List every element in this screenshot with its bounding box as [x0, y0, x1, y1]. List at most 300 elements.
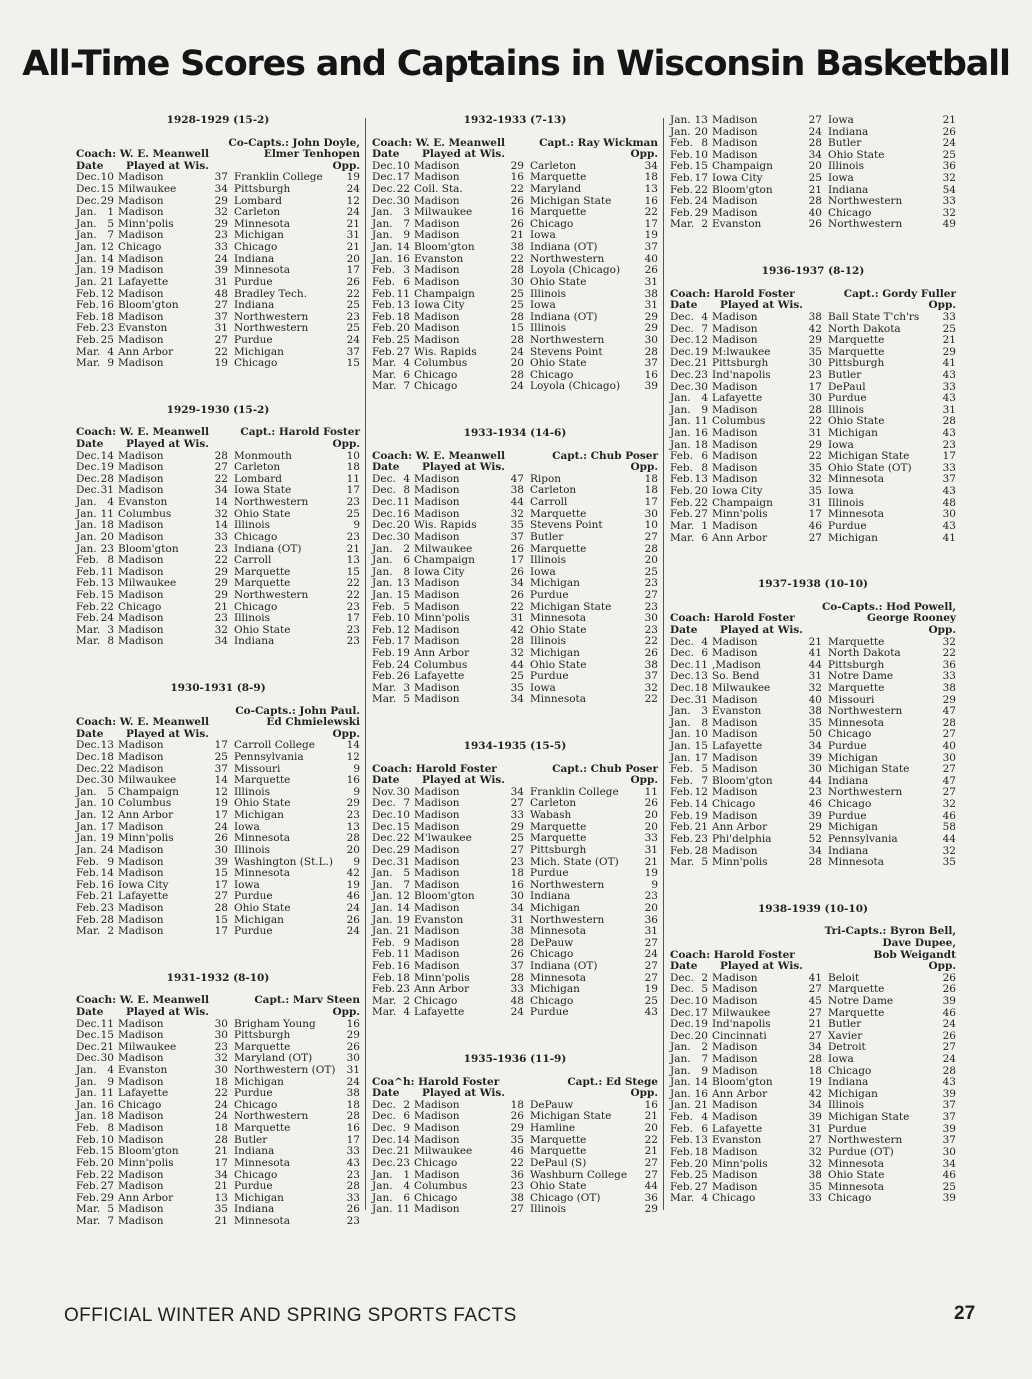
wisconsin-score: 39: [214, 855, 228, 868]
opponent: Ohio State (OT): [828, 461, 912, 474]
game-place: Chicago: [414, 1191, 458, 1204]
opponent: Indiana (OT): [234, 542, 302, 555]
season-heading: 1937-1938 (10-10): [758, 578, 868, 591]
game-day: 27: [694, 1180, 708, 1193]
opponent: Pennsylvania: [234, 751, 304, 764]
opponent: Chicago: [234, 530, 278, 543]
opponent: Michigan: [530, 983, 580, 996]
opponent: Purdue: [828, 519, 867, 532]
game-month: Dec.: [372, 1110, 396, 1123]
opponent: Pittsburgh: [828, 658, 885, 671]
game-day: 23: [694, 832, 708, 845]
opponent-score: 22: [644, 693, 658, 706]
game-row: [670, 115, 956, 127]
game-row: [670, 1193, 956, 1205]
opponent: Purdue: [234, 925, 273, 938]
game-place: Milwaukee: [414, 206, 473, 219]
wisconsin-score: 26: [510, 1110, 524, 1123]
opponent-score: 12: [346, 194, 360, 207]
season-heading: 1931-1932 (8-10): [166, 971, 270, 984]
wisconsin-score: 52: [808, 832, 822, 845]
header-played-at-label: Played at: [126, 438, 181, 451]
game-day: 30: [396, 530, 410, 543]
wisconsin-score: 31: [808, 427, 822, 440]
coach-name: Coach: Harold Foster: [670, 948, 795, 961]
game-day: 7: [403, 878, 410, 891]
opponent-score: 17: [346, 612, 360, 625]
opponent-score: 26: [942, 971, 956, 984]
game-row: [372, 1181, 658, 1193]
game-place: Madison: [712, 751, 758, 764]
header-wis-label: Wis.: [183, 1006, 209, 1018]
game-day: 19: [100, 832, 114, 845]
game-day: 12: [100, 287, 114, 300]
game-month: Feb.: [372, 948, 395, 961]
game-day: 4: [701, 392, 708, 405]
game-place: Minn'polis: [414, 612, 470, 625]
opponent: Illinois: [828, 160, 865, 173]
game-place: Ind'napolis: [712, 368, 771, 381]
game-place: Milwaukee: [414, 1145, 473, 1158]
wisconsin-score: 22: [510, 1156, 524, 1169]
season-block: [670, 266, 956, 544]
wisconsin-score: 28: [214, 449, 228, 462]
game-place: Ann Arbor: [414, 646, 470, 659]
opponent-score: 26: [942, 983, 956, 996]
game-month: Feb.: [670, 1111, 693, 1124]
coach-line: [76, 427, 360, 439]
header-opp: Opp.: [332, 159, 360, 172]
coach-name: Coach: W. E. Meanwell: [372, 136, 505, 149]
game-place: Madison: [118, 357, 164, 370]
game-month: Dec.: [670, 658, 694, 671]
opponent: Marquette: [530, 507, 587, 520]
wisconsin-score: 34: [510, 693, 524, 706]
wisconsin-score: 23: [214, 542, 228, 555]
opponent-score: 37: [942, 1099, 956, 1112]
game-month: Jan.: [372, 542, 393, 555]
game-month: Jan.: [76, 542, 97, 555]
game-place: Madison: [712, 310, 758, 323]
game-day: 24: [100, 612, 114, 625]
wisconsin-score: 25: [510, 299, 524, 312]
game-day: 14: [100, 449, 114, 462]
opponent-score: 25: [942, 1180, 956, 1193]
game-day: 16: [100, 1098, 114, 1111]
opponent-score: 23: [346, 623, 360, 636]
opponent: Ohio State: [234, 623, 291, 636]
opponent: Pennsylvania: [828, 832, 898, 845]
opponent-score: 19: [346, 171, 360, 184]
game-day: 7: [701, 322, 708, 335]
game-day: 15: [694, 740, 708, 753]
game-place: Lafayette: [118, 1087, 169, 1100]
game-place: Evanston: [414, 252, 464, 265]
game-day: 19: [100, 264, 114, 277]
game-place: Madison: [414, 507, 460, 520]
opponent-score: 9: [353, 519, 360, 532]
season-heading: 1938-1939 (10-10): [758, 902, 868, 915]
opponent-score: 32: [942, 172, 956, 185]
game-month: Dec.: [670, 1029, 694, 1042]
game-row: [76, 555, 360, 567]
wisconsin-score: 20: [510, 357, 524, 370]
captains-line: Co-Capts.: John Doyle,: [228, 136, 360, 149]
opponent-score: 23: [346, 1214, 360, 1227]
opponent-score: 26: [644, 264, 658, 277]
opponent-score: 30: [644, 612, 658, 625]
game-day: 22: [694, 183, 708, 196]
game-month: Feb.: [372, 612, 395, 625]
game-place: Milwaukee: [118, 183, 177, 196]
game-month: Feb.: [670, 137, 693, 150]
game-place: Evanston: [118, 496, 168, 509]
game-day: 11: [694, 658, 708, 671]
game-day: 24: [100, 843, 114, 856]
opponent: Purdue (OT): [828, 1145, 894, 1158]
opponent: Northwestern: [234, 310, 309, 323]
opponent-score: 34: [644, 159, 658, 172]
wisconsin-score: 34: [510, 901, 524, 914]
game-day: 25: [694, 1169, 708, 1182]
game-month: Feb.: [670, 1145, 693, 1158]
header-wis-label: Wis.: [479, 461, 505, 474]
opponent: Chicago: [530, 994, 574, 1007]
opponent-score: 32: [942, 206, 956, 219]
game-day: 17: [694, 1006, 708, 1019]
game-place: Madison: [712, 971, 758, 984]
header-date: Date: [670, 960, 698, 973]
opponent: Missouri: [828, 693, 875, 706]
game-row: [372, 300, 658, 312]
opponent: Chicago: [234, 600, 278, 613]
game-month: Dec.: [670, 1006, 694, 1019]
wisconsin-score: 29: [510, 1122, 524, 1135]
game-day: 16: [694, 1087, 708, 1100]
game-row: [670, 173, 956, 185]
game-month: Feb.: [372, 287, 395, 300]
game-month: Jan.: [76, 252, 97, 265]
game-month: Dec.: [372, 1098, 396, 1111]
opponent: Indiana: [234, 635, 275, 648]
header-wis-label: Wis.: [479, 774, 505, 787]
wisconsin-score: 29: [510, 159, 524, 172]
opponent-score: 19: [346, 878, 360, 891]
opponent-score: 22: [346, 588, 360, 601]
opponent: Indiana (OT): [530, 310, 598, 323]
opponent: Iowa: [530, 299, 556, 312]
opponent-score: 46: [346, 890, 360, 903]
game-day: 30: [100, 774, 114, 787]
game-day: 4: [107, 345, 114, 358]
game-place: Iowa City: [118, 878, 169, 891]
game-day: 20: [694, 485, 708, 498]
game-place: Milwaukee: [118, 1040, 177, 1053]
header-wis-label: Wis.: [479, 148, 505, 161]
coach-name: Coach: Harold Foster: [670, 287, 795, 300]
opponent: Purdue: [530, 670, 569, 683]
opponent: Minnesota: [530, 925, 587, 938]
game-day: 16: [694, 427, 708, 440]
opponent-score: 28: [346, 832, 360, 845]
wisconsin-score: 15: [214, 867, 228, 880]
game-month: Feb.: [76, 287, 99, 300]
game-day: 13: [396, 577, 410, 590]
opponent: Iowa: [828, 1053, 854, 1066]
opponent-score: 23: [346, 310, 360, 323]
opponent-score: 16: [346, 1122, 360, 1135]
game-day: 20: [100, 530, 114, 543]
wisconsin-score: 39: [808, 809, 822, 822]
game-month: Dec.: [372, 809, 396, 822]
opponent: Indiana: [234, 252, 275, 265]
opponent: Iowa: [828, 438, 854, 451]
game-place: ,Madison: [712, 658, 761, 671]
wisconsin-score: 34: [214, 1168, 228, 1181]
game-place: Madison: [414, 948, 460, 961]
game-month: Jan.: [76, 820, 97, 833]
game-place: Madison: [712, 647, 758, 660]
opponent: Stevens Point: [530, 519, 603, 532]
game-month: Feb.: [372, 983, 395, 996]
spacer: [76, 695, 360, 706]
game-day: 4: [701, 310, 708, 323]
game-month: Dec.: [372, 530, 396, 543]
game-month: Feb.: [670, 821, 693, 834]
game-month: Dec.: [670, 310, 694, 323]
game-month: Jan.: [372, 1168, 393, 1181]
opponent: Chicago: [530, 948, 574, 961]
opponent: Indiana: [234, 1203, 275, 1216]
opponent: DePauw: [530, 1098, 574, 1111]
wisconsin-score: 25: [808, 172, 822, 185]
game-month: Jan.: [670, 1099, 691, 1112]
opponent: Indiana: [828, 774, 869, 787]
game-day: 6: [701, 1122, 708, 1135]
wisconsin-score: 14: [214, 496, 228, 509]
wisconsin-score: 21: [808, 1018, 822, 1031]
opponent-score: 31: [644, 275, 658, 288]
game-month: Mar.: [76, 345, 101, 358]
game-month: Dec.: [76, 183, 100, 196]
opponent: Illinois: [828, 403, 865, 416]
game-month: Feb.: [670, 496, 693, 509]
game-place: Madison: [118, 901, 164, 914]
wisconsin-score: 32: [214, 623, 228, 636]
opponent: Washburn College: [530, 1168, 628, 1181]
season-block: [670, 904, 956, 1205]
game-month: Feb.: [670, 832, 693, 845]
game-month: Jan.: [372, 925, 393, 938]
game-row: [372, 555, 658, 567]
game-day: 21: [396, 925, 410, 938]
wisconsin-score: 44: [510, 658, 524, 671]
wisconsin-score: 29: [808, 821, 822, 834]
game-row: [76, 1181, 360, 1193]
game-place: Madison: [712, 114, 758, 126]
opponent: Chicago: [234, 357, 278, 370]
opponent: Ohio State: [828, 1169, 885, 1182]
header-date: Date: [76, 159, 104, 172]
game-place: Madison: [414, 194, 460, 207]
column-header: [76, 439, 360, 451]
coach-name: Coach: Harold Foster: [372, 762, 497, 775]
game-day: 10: [100, 171, 114, 184]
opponent-score: 24: [346, 925, 360, 938]
wisconsin-score: 35: [808, 345, 822, 358]
wisconsin-score: 22: [808, 450, 822, 463]
header-played-at-label: Played at: [720, 623, 775, 636]
game-place: Madison: [414, 855, 460, 868]
game-month: Jan.: [670, 403, 691, 416]
game-place: Evanston: [414, 913, 464, 926]
game-place: Madison: [118, 252, 164, 265]
game-day: 9: [403, 229, 410, 242]
game-month: Jan.: [372, 901, 393, 914]
game-month: Feb.: [372, 299, 395, 312]
game-day: 23: [694, 368, 708, 381]
wisconsin-score: 40: [808, 693, 822, 706]
game-place: Columbus: [414, 658, 468, 671]
game-month: Feb.: [76, 855, 99, 868]
game-day: 25: [100, 333, 114, 346]
opponent: Indiana (OT): [530, 241, 598, 254]
opponent: Illinois: [530, 554, 567, 567]
opponent-score: 15: [346, 565, 360, 578]
game-month: Jan.: [76, 1064, 97, 1077]
wisconsin-score: 24: [214, 252, 228, 265]
game-day: 18: [694, 1145, 708, 1158]
game-place: Madison: [712, 380, 758, 393]
game-day: 8: [701, 137, 708, 150]
game-month: Dec.: [372, 183, 396, 196]
wisconsin-score: 34: [808, 844, 822, 857]
opponent-score: 29: [346, 1029, 360, 1042]
game-place: Madison: [414, 1203, 460, 1216]
wisconsin-score: 39: [808, 1111, 822, 1124]
game-month: Feb.: [670, 485, 693, 498]
season-block: [76, 973, 360, 1228]
opponent-score: 38: [644, 658, 658, 671]
game-row: [372, 810, 658, 822]
game-day: 20: [100, 1156, 114, 1169]
game-month: Jan.: [76, 206, 97, 219]
game-place: Madison: [118, 855, 164, 868]
game-day: 19: [396, 913, 410, 926]
column-1: [76, 115, 360, 1228]
game-day: 16: [100, 299, 114, 312]
opponent: Chicago: [828, 1192, 872, 1205]
opponent-score: 27: [942, 763, 956, 776]
game-day: 6: [403, 554, 410, 567]
opponent-score: 38: [644, 287, 658, 300]
game-month: Dec.: [670, 1018, 694, 1031]
opponent: Butler: [234, 1133, 268, 1146]
opponent-score: 25: [942, 322, 956, 335]
game-day: 2: [107, 925, 114, 938]
opponent: Marquette: [530, 820, 587, 833]
game-day: 3: [403, 264, 410, 277]
game-month: Dec.: [372, 832, 396, 845]
opponent-score: 22: [644, 206, 658, 219]
game-day: 7: [107, 1214, 114, 1227]
game-day: 15: [100, 1145, 114, 1158]
game-day: 29: [100, 194, 114, 207]
game-month: Feb.: [76, 577, 99, 590]
wisconsin-score: 17: [214, 925, 228, 938]
wisconsin-score: 21: [510, 229, 524, 242]
wisconsin-score: 17: [808, 380, 822, 393]
wisconsin-score: 26: [214, 832, 228, 845]
opponent-score: 21: [346, 241, 360, 254]
game-row: [670, 1054, 956, 1066]
wisconsin-score: 38: [510, 925, 524, 938]
wisconsin-score: 42: [510, 623, 524, 636]
opponent: Iowa: [828, 485, 854, 498]
game-day: 22: [396, 183, 410, 196]
opponent: Pittsburgh: [828, 357, 885, 370]
game-place: Columbus: [414, 1180, 468, 1193]
game-place: Madison: [712, 334, 758, 347]
game-day: 6: [701, 450, 708, 463]
opponent-score: 23: [346, 530, 360, 543]
wisconsin-score: 26: [510, 565, 524, 578]
wisconsin-score: 46: [808, 519, 822, 532]
game-row: [76, 335, 360, 347]
game-row: [670, 312, 956, 324]
opponent: Minnesota: [234, 832, 291, 845]
opponent: Pittsburgh: [234, 1029, 291, 1042]
opponent: Michigan State: [530, 1110, 612, 1123]
game-day: 29: [396, 843, 410, 856]
wisconsin-score: 42: [808, 322, 822, 335]
opponent-score: 18: [346, 461, 360, 474]
opponent: Purdue: [234, 1180, 273, 1193]
opponent: DePaul: [828, 380, 866, 393]
coach-name: Coach: W. E. Meanwell: [76, 716, 209, 729]
opponent: Michigan: [234, 1191, 284, 1204]
game-month: Jan.: [76, 217, 97, 230]
game-month: Dec.: [372, 1156, 396, 1169]
game-day: 4: [403, 1180, 410, 1193]
header-opp: Opp.: [630, 774, 658, 787]
game-place: Madison: [118, 588, 164, 601]
game-month: Dec.: [76, 1052, 100, 1065]
game-place: Wis. Rapids: [414, 519, 477, 532]
game-day: 28: [100, 472, 114, 485]
game-month: Dec.: [670, 971, 694, 984]
game-month: Jan.: [372, 577, 393, 590]
game-day: 9: [403, 936, 410, 949]
opponent-score: 28: [942, 716, 956, 729]
opponent: Minnesota: [828, 716, 885, 729]
wisconsin-score: 42: [808, 1087, 822, 1100]
game-month: Jan.: [372, 565, 393, 578]
opponent-score: 27: [644, 530, 658, 543]
game-month: Feb.: [372, 646, 395, 659]
captains-line: Co-Capts.: John Paul.: [235, 704, 360, 717]
game-day: 18: [694, 681, 708, 694]
wisconsin-score: 45: [808, 995, 822, 1007]
game-place: M'lwaukee: [414, 832, 472, 845]
opponent: Northwestern: [828, 218, 903, 231]
game-month: Feb.: [670, 206, 693, 219]
game-month: Feb.: [76, 1122, 99, 1135]
wisconsin-score: 34: [214, 183, 228, 196]
opponent: Indiana: [828, 125, 869, 138]
game-day: 15: [100, 183, 114, 196]
game-place: Milwaukee: [414, 542, 473, 555]
